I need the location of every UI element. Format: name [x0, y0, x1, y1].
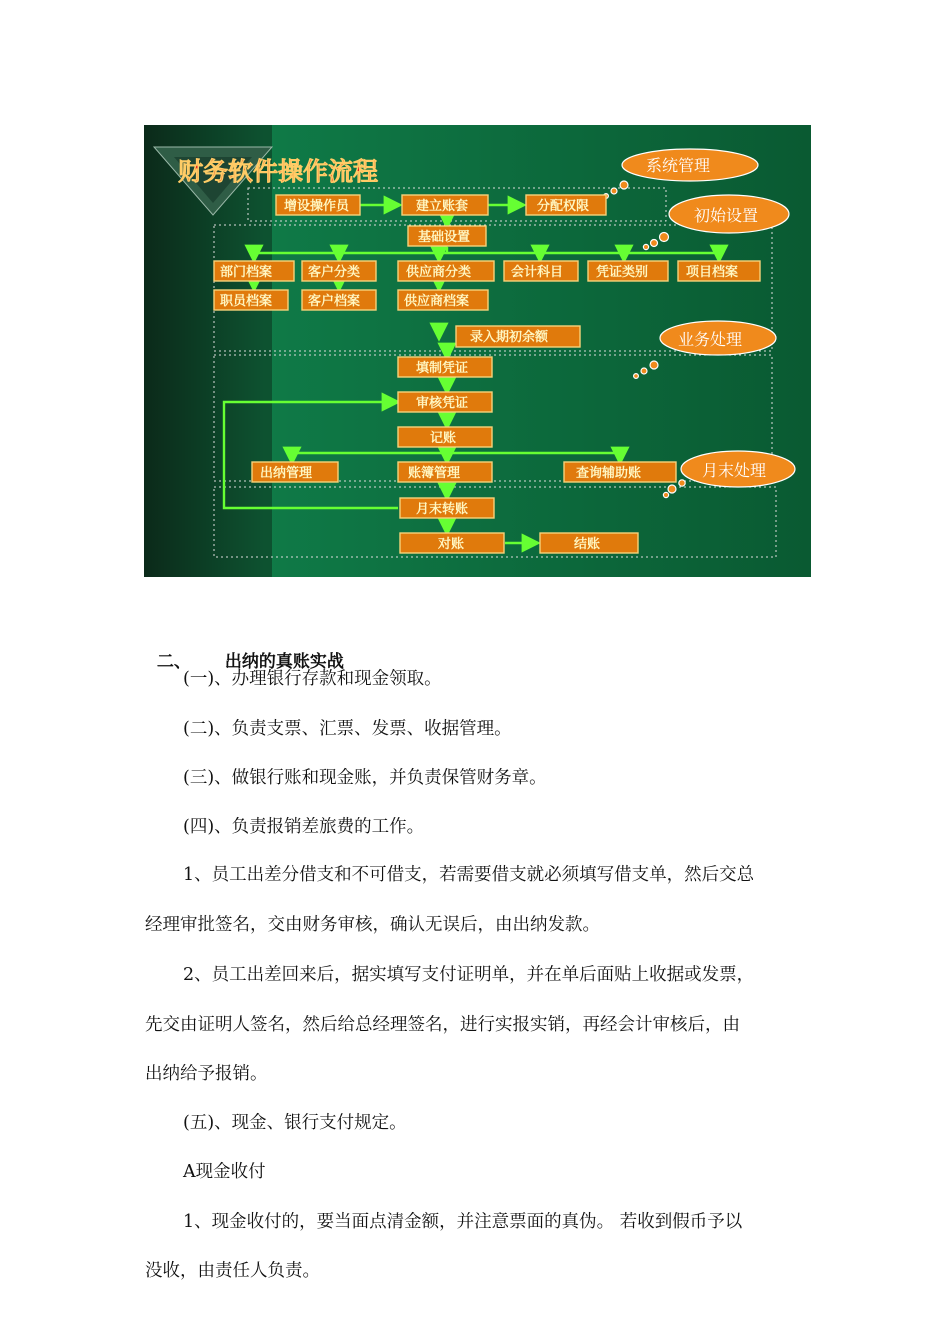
item-4: (四)、负责报销差旅费的工作。 [183, 817, 425, 837]
box-reconcile [400, 533, 504, 553]
section-heading-text: 出纳的真账实战 [224, 652, 344, 672]
svg-text:月末转账: 月末转账 [416, 502, 469, 517]
svg-text:记账: 记账 [430, 431, 457, 446]
svg-text:客户分类: 客户分类 [308, 265, 361, 280]
box-ledger-mgmt [398, 462, 492, 482]
box-assign-rights [526, 195, 606, 215]
box-supplier-category [398, 261, 494, 281]
diagram-title: 财务软件操作流程 [178, 157, 379, 186]
box-add-operator [276, 195, 360, 215]
svg-text:基础设置: 基础设置 [418, 230, 471, 245]
svg-text:会计科目: 会计科目 [511, 265, 564, 280]
box-post-account [398, 427, 492, 447]
item-2: (二)、负责支票、汇票、发票、收据管理。 [183, 719, 512, 739]
box-dept-archive [214, 261, 294, 281]
box-audit-voucher [398, 392, 492, 412]
svg-text:查询辅助账: 查询辅助账 [576, 466, 642, 481]
box-fill-voucher [398, 357, 492, 377]
section-heading-number: 二、 [156, 652, 191, 672]
svg-text:月末处理: 月末处理 [702, 461, 767, 480]
paragraph-2-line-1: 2、员工出差回来后，据实填写支付证明单，并在单后面贴上收据或发票， [183, 965, 755, 985]
item-3: (三)、做银行账和现金账，并负责保管财务章。 [183, 768, 547, 788]
flowchart-figure [144, 125, 811, 577]
svg-text:增设操作员: 增设操作员 [284, 199, 350, 214]
svg-text:建立账套: 建立账套 [416, 199, 469, 214]
box-create-account-set [402, 195, 488, 215]
item-1: (一)、办理银行存款和现金领取。 [183, 669, 442, 689]
svg-text:账簿管理: 账簿管理 [408, 466, 461, 481]
paragraph-1-line-2: 经理审批签名，交由财务审核，确认无误后，由出纳发款。 [145, 915, 600, 935]
subheading-cash: A现金收付 [183, 1162, 266, 1182]
box-customer-category [302, 261, 376, 281]
box-staff-archive [214, 290, 288, 310]
svg-text:系统管理: 系统管理 [646, 156, 711, 175]
svg-text:部门档案: 部门档案 [220, 265, 273, 280]
svg-text:对账: 对账 [438, 537, 465, 552]
box-close-account [540, 533, 638, 553]
svg-text:职员档案: 职员档案 [220, 294, 273, 309]
svg-text:结账: 结账 [574, 537, 601, 552]
box-voucher-category [588, 261, 668, 281]
svg-text:凭证类别: 凭证类别 [596, 265, 649, 280]
svg-text:业务处理: 业务处理 [678, 330, 743, 349]
box-cashier-mgmt [252, 462, 338, 482]
box-accounting-subject [504, 261, 578, 281]
paragraph-2-line-3: 出纳给予报销。 [145, 1064, 268, 1084]
svg-text:填制凭证: 填制凭证 [416, 361, 469, 376]
svg-text:供应商分类: 供应商分类 [406, 265, 472, 280]
svg-text:初始设置: 初始设置 [694, 206, 759, 225]
box-customer-archive [302, 290, 376, 310]
box-project-archive [678, 261, 760, 281]
svg-text:供应商档案: 供应商档案 [404, 294, 470, 309]
paragraph-3-line-1: 1、现金收付的，要当面点清金额，并注意票面的真伪。 若收到假币予以 [183, 1212, 743, 1232]
box-month-end-transfer [400, 498, 494, 518]
svg-text:项目档案: 项目档案 [686, 265, 739, 280]
box-supplier-archive [398, 290, 488, 310]
paragraph-2-line-2: 先交由证明人签名，然后给总经理签名，进行实报实销，再经会计审核后，由 [145, 1015, 740, 1035]
svg-text:出纳管理: 出纳管理 [260, 466, 313, 481]
box-base-settings [408, 226, 486, 246]
svg-text:分配权限: 分配权限 [537, 199, 590, 214]
svg-text:录入期初余额: 录入期初余额 [470, 330, 549, 345]
item-5: (五)、现金、银行支付规定。 [183, 1113, 407, 1133]
svg-text:审核凭证: 审核凭证 [416, 396, 469, 411]
svg-text:客户档案: 客户档案 [308, 294, 361, 309]
box-opening-balance [456, 326, 580, 347]
paragraph-1-line-1: 1、员工出差分借支和不可借支，若需要借支就必须填写借支单，然后交总 [183, 865, 755, 885]
paragraph-3-line-2: 没收，由责任人负责。 [145, 1261, 320, 1281]
box-query-aux [564, 462, 676, 482]
